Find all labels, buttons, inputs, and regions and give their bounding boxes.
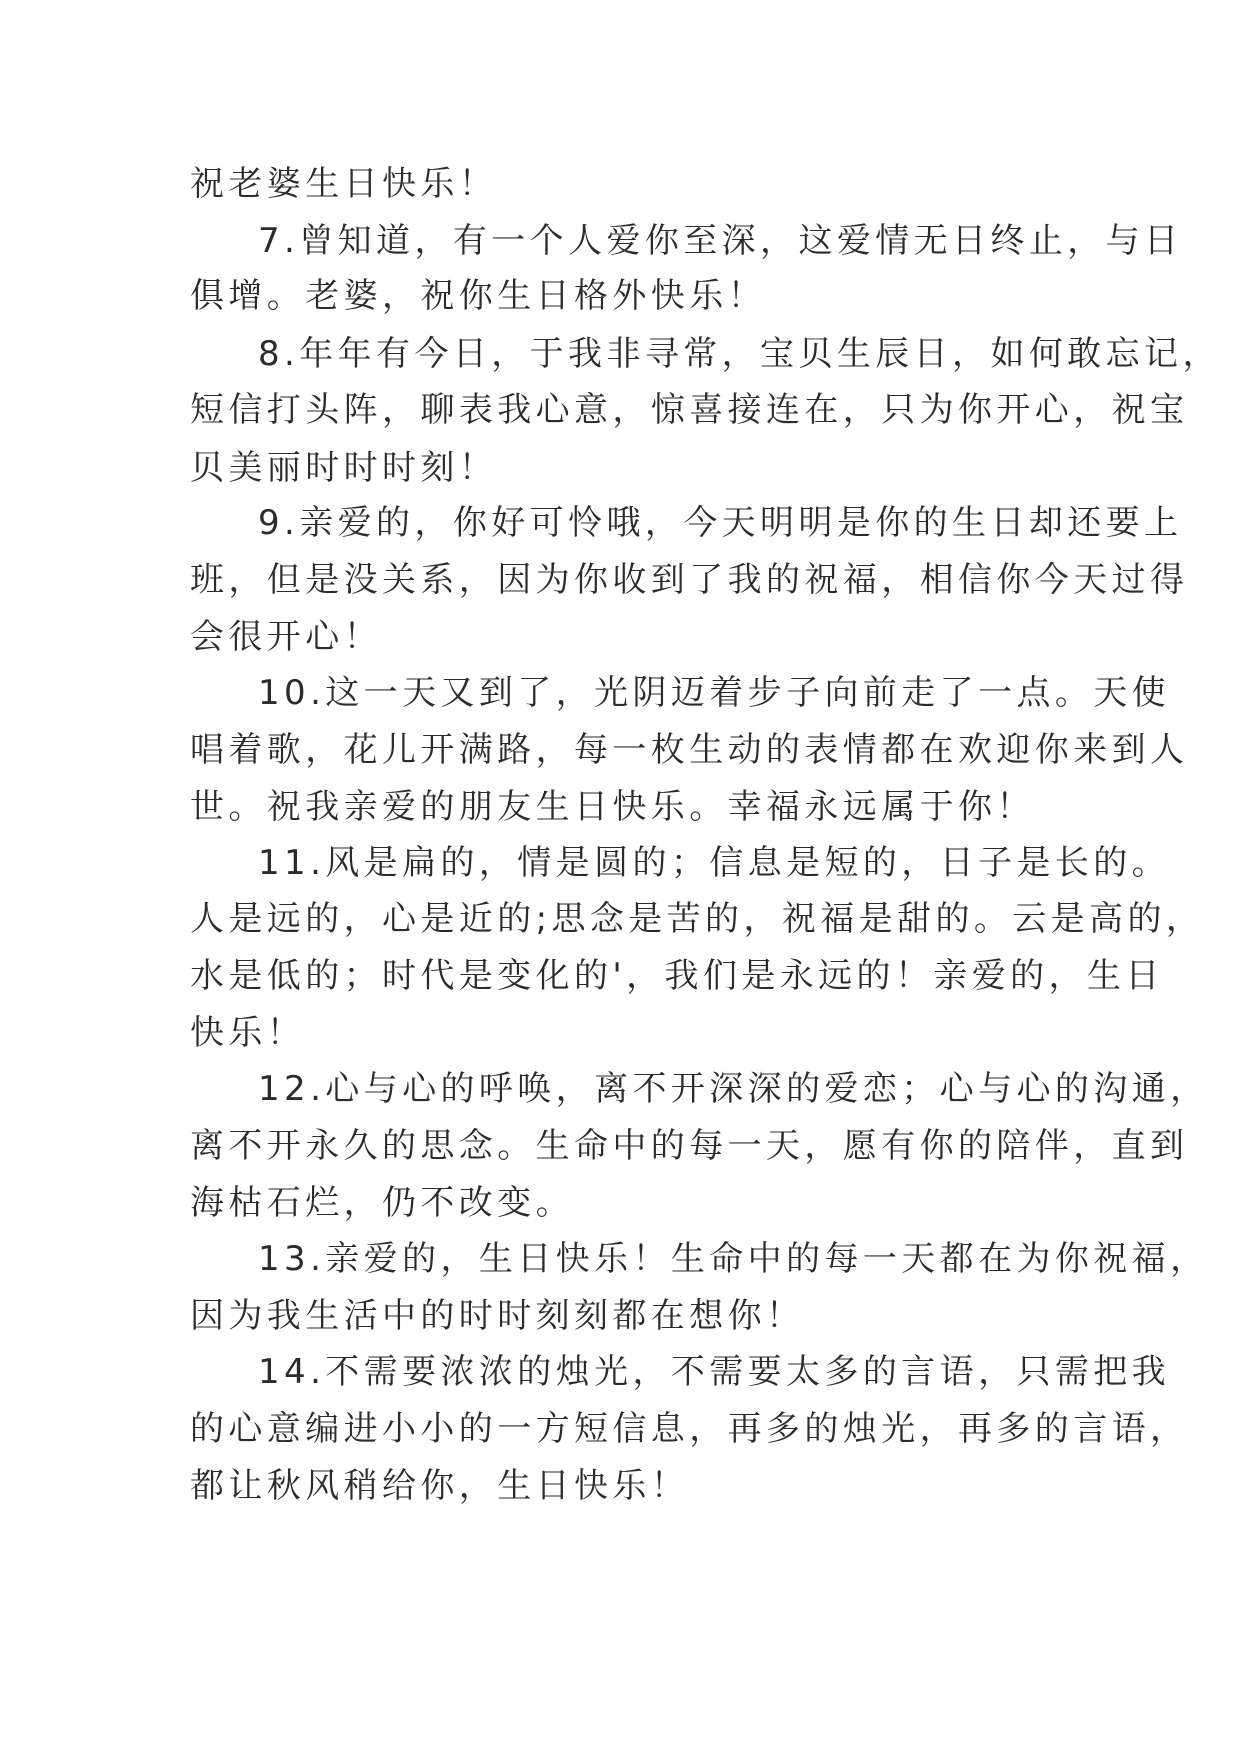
paragraph-line: 都让秋风稍给你，生日快乐！	[190, 1466, 690, 1506]
paragraph-line: 会很开心！	[190, 617, 382, 657]
paragraph-line: 班，但是没关系，因为你收到了我的祝福，相信你今天过得	[190, 560, 1189, 600]
paragraph-line: 人是远的，心是近的;思念是苦的，祝福是甜的。云是高的，	[190, 899, 1205, 939]
paragraph-line: 短信打头阵，聊表我心意，惊喜接连在，只为你开心，祝宝	[190, 390, 1189, 430]
paragraph-line: 12.心与心的呼唤，离不开深深的爱恋；心与心的沟通，	[258, 1069, 1209, 1109]
paragraph-line: 唱着歌，花儿开满路，每一枚生动的表情都在欢迎你来到人	[190, 730, 1189, 770]
paragraph-line: 世。祝我亲爱的朋友生日快乐。幸福永远属于你！	[190, 787, 1035, 827]
paragraph-line: 贝美丽时时时刻！	[190, 448, 498, 488]
paragraph-line: 快乐！	[190, 1013, 306, 1053]
paragraph-line: 8.年年有今日，于我非寻常，宝贝生辰日，如何敢忘记，	[258, 334, 1221, 374]
paragraph-line: 9.亲爱的，你好可怜哦，今天明明是你的生日却还要上	[258, 503, 1183, 543]
paragraph-line: 11.风是扁的，情是圆的；信息是短的，日子是长的。	[258, 843, 1171, 883]
paragraph-line: 俱增。老婆，祝你生日格外快乐！	[190, 276, 766, 316]
paragraph-line: 海枯石烂，仍不改变。	[190, 1183, 574, 1223]
paragraph-line: 祝老婆生日快乐！	[190, 164, 498, 204]
paragraph-line: 10.这一天又到了，光阴迈着步子向前走了一点。天使	[258, 673, 1171, 713]
paragraph-line: 13.亲爱的，生日快乐！生命中的每一天都在为你祝福，	[258, 1239, 1209, 1279]
paragraph-line: 的心意编进小小的一方短信息，再多的烛光，再多的言语，	[190, 1409, 1189, 1449]
paragraph-line: 14.不需要浓浓的烛光，不需要太多的言语，只需把我	[258, 1352, 1171, 1392]
paragraph-line: 离不开永久的思念。生命中的每一天，愿有你的陪伴，直到	[190, 1126, 1189, 1166]
paragraph-line: 7.曾知道，有一个人爱你至深，这爱情无日终止，与日	[258, 221, 1183, 261]
paragraph-line: 水是低的；时代是变化的'，我们是永远的！亲爱的，生日	[190, 956, 1164, 996]
paragraph-line: 因为我生活中的时时刻刻都在想你！	[190, 1296, 805, 1336]
